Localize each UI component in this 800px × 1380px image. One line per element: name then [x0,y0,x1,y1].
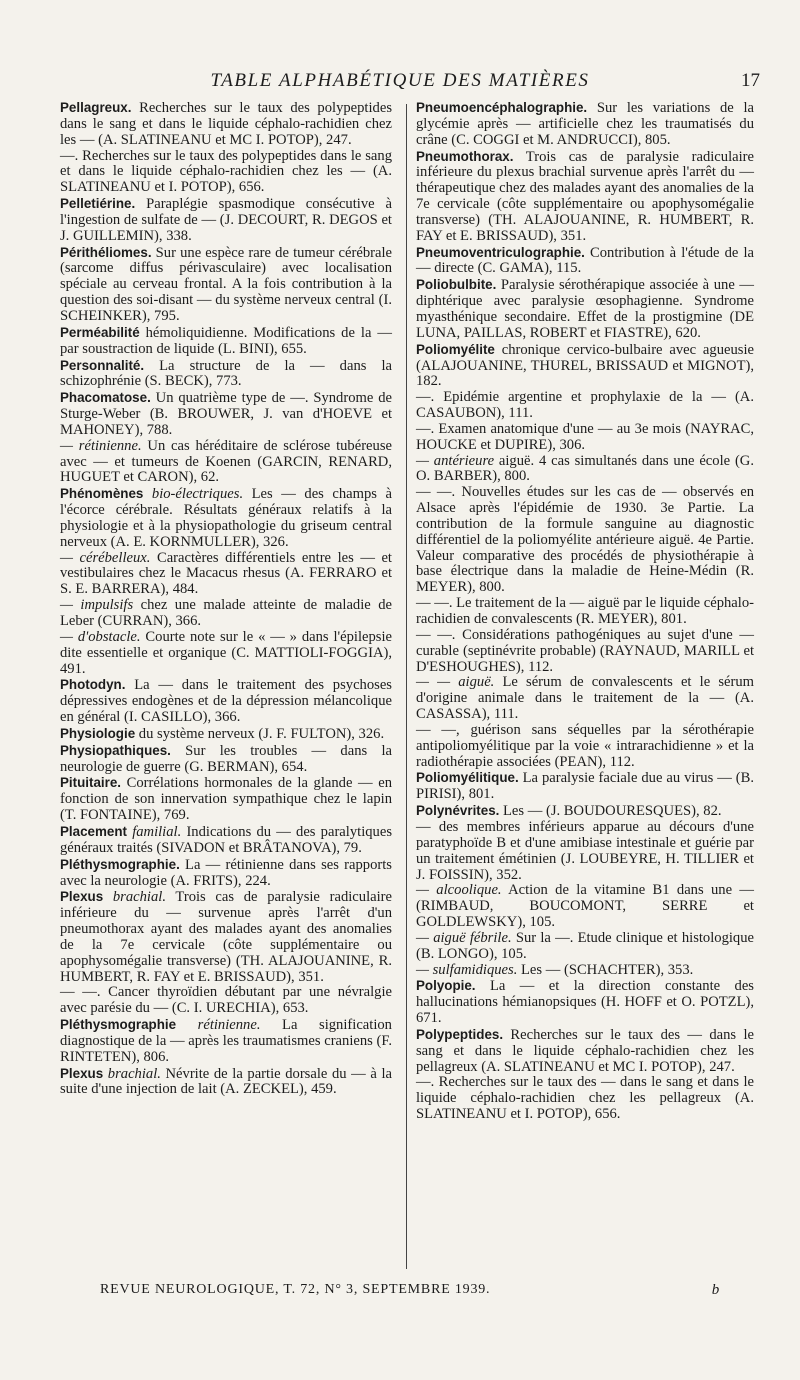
index-entry [416,485,754,596]
entry-headword: Phénomènes [60,486,144,502]
entry-headword: Poliomyélite [416,341,495,357]
entry-text: —. Examen anatomique d'une — au 3e mois (NAYRAC, HOUCKE et DUPIRE), 306. [416,420,754,453]
index-entry [60,390,392,439]
entry-text: Recherches sur le taux des — dans le sang et dans le liquide céphalo-rachidien chez les pellagreux (A. SLATINEANU et MC I. POTOP), 247. [416,1026,754,1075]
index-entry [416,1075,754,1123]
entry-headword: Personnalité. [60,357,145,373]
index-entry [60,726,392,743]
entry-text: La — et la direction constante des hallucinations hémianopsiques (H. HOFF et O. POTZL), 671. [416,978,754,1027]
index-entry [60,196,392,245]
index-columns [60,100,760,1270]
index-entry [60,1066,392,1099]
index-entry [416,390,754,422]
entry-text: hémoliquidienne. Modifications de la — par soustraction de liquide (L. BINI), 655. [60,324,392,357]
index-entry [416,963,754,979]
entry-subheading: — sulfamidiques. [416,961,518,978]
index-entry [60,775,392,824]
entry-text: Un quatrième type de —. Syndrome de Sturge-Weber (B. BROUWER, J. van d'HOEVE et MAHONEY), 788. [60,390,392,438]
index-entry [416,1027,754,1076]
index-entry [60,245,392,325]
entry-text: chronique cervico-bulbaire avec agueusie (ALAJOUANINE, THUREL, BRISSAUD et MIGNOT), 182. [416,341,754,390]
index-entry [416,596,754,628]
entry-text: Caractères différentiels entre les — et vestibulaires chez le Macacus rhesus (A. FERRARO et S. E. BARRERA), 484. [60,549,392,598]
running-head [0,70,800,100]
entry-headword: Pellagreux. [60,100,132,115]
entry-subheading: — — aiguë. [416,674,495,691]
index-entry [60,551,392,599]
index-entry [60,630,392,678]
index-entry [60,149,392,197]
entry-text: Sur une espèce rare de tumeur cérébrale (sarcome diffus périvasculaire) avec localisation spéciale au cerveau frontal. A la fois contribution à la question des soi-disant — du système nerveux central (I. SCHEINKER), 795. [60,244,392,324]
index-entry [416,100,754,149]
entry-headword: Plexus [60,889,104,905]
entry-text: Sur les variations de la glycémie après — artificielle chez les traumatisés du crâne (C. COGGI et M. ANDRUCCI), 805. [416,100,754,148]
entry-subheading: — antérieure [416,452,495,469]
running-title: TABLE ALPHABÉTIQUE DES MATIÈRES [210,70,590,91]
index-entry [416,149,754,245]
entry-text: aiguë. 4 cas simultanés dans une école (G. O. BARBER), 800. [416,452,754,485]
index-entry [60,325,392,358]
entry-headword: Pituitaire. [60,775,122,791]
signature-mark: b [711,1282,720,1298]
index-entry [416,628,754,676]
entry-text: —. Recherches sur le taux des — dans le sang et dans le liquide céphalo-rachidien chez les pellagreux (A. SLATINEANU et I. POTOP), 656. [416,1074,754,1123]
entry-headword: Polynévrites. [416,803,500,819]
entry-headword: Pléthysmographie. [60,856,180,872]
entry-subheading: — cérébelleux. [60,549,151,566]
entry-text: La paralysie faciale due au virus — (B. PIRISI), 801. [416,770,754,803]
index-entry [416,770,754,803]
index-entry [60,985,392,1017]
entry-headword: Pneumothorax. [416,148,514,164]
entry-subheading: — rétinienne. [60,437,142,454]
entry-headword: Perméabilité [60,324,140,340]
entry-subheading: — d'obstacle. [60,628,141,645]
entry-text: Sur la —. Etude clinique et histologique (B. LONGO), 105. [416,929,754,962]
entry-text: Le sérum de convalescents et le sérum d'origine animale dans le traitement de la — (A. CASASSA), 111. [416,674,754,723]
entry-subheading: — impulsifs [60,597,134,614]
entry-text: Sur les troubles — dans la neurologie de guerre (G. BERMAN), 654. [60,742,392,775]
entry-subheading: — alcoolique. [416,882,502,899]
entry-text: Les — (J. BOUDOURESQUES), 82. [499,803,722,820]
entry-headword: Physiologie [60,725,136,741]
entry-text: Névrite de la partie dorsale du — à la suite d'une injection de lait (A. ZECKEL), 459. [60,1065,392,1098]
index-entry [416,978,754,1027]
entry-text: Courte note sur le « — » dans l'épilepsie dite essentielle et organique (C. MATTIOLI-FOGGIA), 491. [60,628,392,677]
page-number: 17 [741,70,760,91]
entry-headword: Périthéliomes. [60,244,152,260]
entry-headword: Pléthysmographie [60,1017,177,1033]
index-entry [60,100,392,149]
left-column [60,100,392,1098]
entry-text: La structure de la — dans la schizophrénie (S. BECK), 773. [60,357,392,390]
entry-text: Un cas héréditaire de sclérose tubéreuse avec — et tumeurs de Koenen (GARCIN, RENARD, HUGUET et CARON), 62. [60,437,392,486]
entry-text: du système nerveux (J. F. FULTON), 326. [135,725,385,742]
entry-subheading: brachial. [103,1065,161,1082]
index-entry [60,439,392,487]
entry-subheading: familial. [127,823,182,840]
index-entry [416,931,754,963]
index-entry [60,1017,392,1066]
entry-text: Trois cas de paralysie radiculaire inférieure du plexus brachial survenue après l'arrêt du — thérapeutique chez des malades ayant des anomalies de la 7e cervicale (côte supplémentaire ou apophysomégalie transverse) (TH. ALAJOUANINE, R. HUMBERT, R. FAY et E. BRISSAUD), 351. [416,148,754,244]
entry-headword: Poliobulbite. [416,277,497,293]
index-entry [60,857,392,890]
entry-headword: Poliomyélitique. [416,770,519,786]
entry-headword: Pneumoencéphalographie. [416,100,588,115]
entry-text: — —. Le traitement de la — aiguë par le liquide céphalo-rachidien de convalescents (R. MEYER), 801. [416,595,754,627]
entry-subheading: rétinienne. [176,1017,261,1034]
entry-text: Paralysie sérothérapique associée à une — diphtérique avec paralysie œsophagienne. Syndrome myasthénique secondaire. Effet de la prostigmine (DE LUNA, PAILLAS, ROBERT et FIASTRE), 620. [416,277,754,341]
index-entry [416,803,754,820]
entry-text: Paraplégie spasmodique consécutive à l'ingestion de sulfate de — (J. DECOURT, R. DEGOS et J. GUILLEMIN), 338. [60,196,392,244]
index-entry [60,598,392,630]
index-entry [416,883,754,931]
entry-headword: Polypeptides. [416,1026,504,1042]
index-entry [416,245,754,278]
entry-text: —. Epidémie argentine et prophylaxie de la — (A. CASAUBON), 111. [416,389,754,422]
entry-headword: Polyopie. [416,978,476,994]
entry-text: Recherches sur le taux des polypeptides dans le sang et dans le liquide céphalo-rachidien chez les — (A. SLATINEANU et MC I. POTOP), 247. [60,100,392,148]
index-entry [60,358,392,391]
entry-text: — —. Nouvelles études sur les cas de — observés en Alsace après l'épidémie de 1930. 3e Partie. La contribution de la formule sanguine au diagnostic différentiel de la poliomyélite antérieure aiguë. 4e Partie. Valeur comparative des procédés de physiothérapie à base électrique dans la maladie de Heine-Médin (R. MEYER), 800. [416,484,754,596]
index-entry [416,820,754,883]
index-entry [416,342,754,391]
entry-text: Les — (SCHACHTER), 353. [517,961,694,978]
entry-text: — —. Cancer thyroïdien débutant par une névralgie avec parésie du — (C. I. URECHIA), 653. [60,984,392,1017]
entry-text: La — rétinienne dans ses rapports avec la neurologie (A. FRITS), 224. [60,856,392,889]
right-column [416,100,754,1123]
column-divider [406,104,407,1269]
journal-citation: REVUE NEUROLOGIQUE, T. 72, N° 3, SEPTEMBRE 1939. [100,1282,491,1297]
index-entry [60,743,392,776]
index-entry [60,824,392,857]
entry-text: — des membres inférieurs apparue au décours d'une paratyphoïde B et d'une amibiase intestinale et guérie par un traitement émétinien (J. LOUBEYRE, H. TILLIER et J. FOISSIN), 352. [416,818,754,883]
entry-headword: Photodyn. [60,677,126,693]
index-entry [416,675,754,723]
entry-text: Action de la vitamine B1 dans une — (RIMBAUD, BOUCOMONT, SERRE et GOLDLEWSKY), 105. [416,882,754,931]
entry-text: chez une malade atteinte de maladie de Leber (CURRAN), 366. [60,597,392,629]
entry-headword: Pelletiérine. [60,196,136,212]
entry-text: Contribution à l'étude de la — directe (C. GAMA), 115. [416,244,754,277]
entry-text: La signification diagnostique de la — après les traumatismes craniens (F. RINTETEN), 806. [60,1017,392,1065]
index-entry [416,723,754,771]
entry-text: Indications du — des paralytiques généraux traités (SIVADON et BRÂTANOVA), 79. [60,823,392,856]
index-entry [60,677,392,726]
entry-text: —. Recherches sur le taux des polypeptides dans le sang et dans le liquide céphalo-rachidien chez les — (A. SLATINEANU et I. POTOP), 656. [60,147,392,196]
entry-text: Trois cas de paralysie radiculaire inférieure du — survenue après l'arrêt d'un pneumothorax ayant des malades ayant des anomalies de la 7e cervicale (côte supplémentaire ou apophysomégalie transverse) (TH. ALAJOUANINE, R. HUMBERT, R. FAY et E. BRISSAUD), 351. [60,889,392,985]
entry-subheading: bio-électriques. [143,486,244,503]
entry-text: — —. Considérations pathogéniques au sujet d'une — curable (septinévrite probable) (RAYNAUD, MARILL et D'ESHOUGHES), 112. [416,626,754,675]
index-entry [416,454,754,486]
entry-headword: Physiopathiques. [60,742,171,758]
entry-subheading: — aiguë fébrile. [416,929,512,946]
page-footer [100,1282,720,1306]
index-entry [60,889,392,985]
entry-text: Corrélations hormonales de la glande — en fonction de son innervation sympathique chez le lapin (T. FONTAINE), 769. [60,775,392,824]
entry-headword: Plexus [60,1065,104,1081]
entry-text: La — dans le traitement des psychoses dépressives endogènes et de la dépression mélancolique en général (I. CASILLO), 366. [60,677,392,726]
entry-text: — —, guérison sans séquelles par la sérothérapie antipoliomyélitique par la voie « intrarachidienne » et la radiothérapie associées (PEAN), 112. [416,721,754,770]
entry-headword: Phacomatose. [60,390,151,406]
index-entry [416,422,754,454]
index-entry [416,277,754,341]
index-entry [60,486,392,550]
entry-subheading: brachial. [103,889,166,906]
entry-headword: Placement [60,823,127,839]
entry-headword: Pneumoventriculographie. [416,244,585,260]
entry-text: Les — des champs à l'écorce cérébrale. Résultats généraux relatifs à la physiologie et à la physiopathologie du griseum central nerveux (A. E. KORNMULLER), 326. [60,486,392,550]
